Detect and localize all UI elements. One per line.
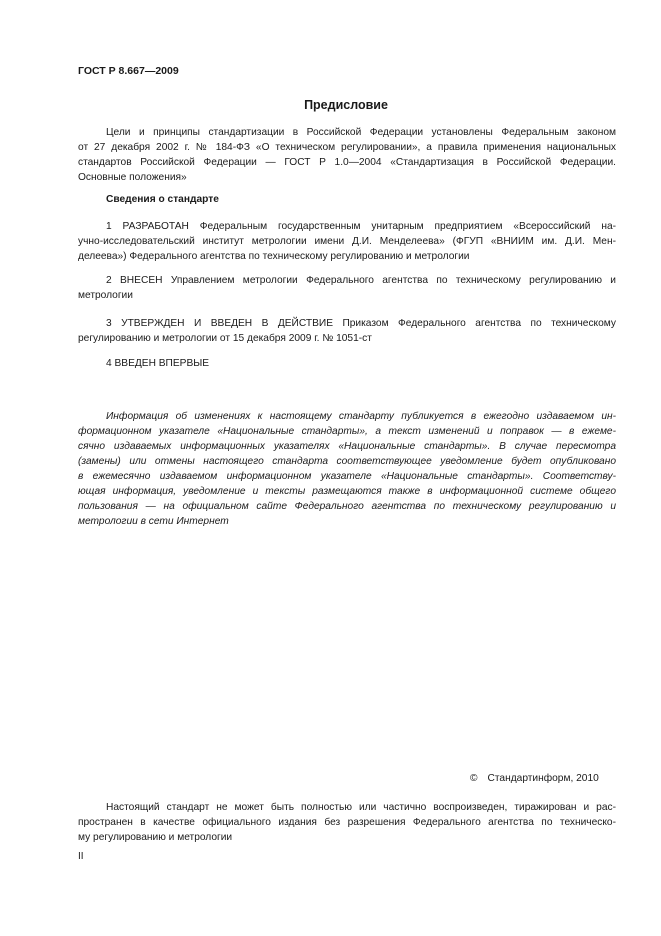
item-line: 3 УТВЕРЖДЕН И ВВЕДЕН В ДЕЙСТВИЕ Приказом Федерального агентства по техническому <box>106 318 616 329</box>
info-line: метрологии в сети Интернет <box>78 516 229 527</box>
item-line: 1 РАЗРАБОТАН Федеральным государственным унитарным предприятием «Всероссийский на- <box>106 221 616 232</box>
intro-line: Цели и принципы стандартизации в Российской Федерации установлены Федеральным законом <box>106 127 616 138</box>
item-line: делеева») Федерального агентства по техническому регулированию и метрологии <box>78 251 470 262</box>
info-line: в ежемесячно издаваемом информационном указателе «Национальные стандарты». Соответству- <box>78 471 616 482</box>
copyright <box>470 773 599 784</box>
info-line: сячно издаваемых информационных указателях «Национальные стандарты». В случае пересмотра <box>78 441 616 452</box>
footer-line: Настоящий стандарт не может быть полностью или частично воспроизведен, тиражирован и рас- <box>106 802 616 813</box>
document-code: ГОСТ Р 8.667—2009 <box>78 65 179 77</box>
item-2-paragraph <box>78 273 616 303</box>
item-line: учно-исследовательский институт метрологии имени Д.И. Менделеева» (ФГУП «ВНИИМ им. Д.И. Мен- <box>78 236 616 247</box>
info-note <box>78 409 616 529</box>
item-1-paragraph <box>78 219 616 264</box>
item-line: 2 ВНЕСЕН Управлением метрологии Федерального агентства по техническому регулированию и <box>106 275 616 286</box>
item-4-paragraph <box>78 356 616 371</box>
copyright-symbol: © <box>470 773 478 784</box>
footer-line: пространен в качестве официального издания без разрешения Федерального агентства по техническо- <box>78 817 616 828</box>
footer-note <box>78 800 616 845</box>
page-number: II <box>78 851 84 862</box>
item-3-paragraph <box>78 316 616 346</box>
item-line: регулированию и метрологии от 15 декабря 2009 г. № 1051-ст <box>78 333 372 344</box>
item-line: 4 ВВЕДЕН ВПЕРВЫЕ <box>106 358 210 369</box>
item-line: метрологии <box>78 290 133 301</box>
info-line: ющая информация, уведомление и тексты размещаются также в информационной системе общего <box>78 486 616 497</box>
intro-line: от 27 декабря 2002 г. № 184-ФЗ «О техническом регулировании», а правила применения национальных <box>78 142 616 153</box>
info-line: Информация об изменениях к настоящему стандарту публикуется в ежегодно издаваемом ин- <box>106 411 616 422</box>
copyright-text: Стандартинформ, 2010 <box>487 773 599 784</box>
info-line: (замены) или отмены настоящего стандарта соответствующее уведомление будет опубликовано <box>78 456 616 467</box>
page-title: Предисловие <box>304 98 388 112</box>
intro-paragraph <box>78 125 616 185</box>
intro-line: Основные положения» <box>78 172 187 183</box>
info-line: формационном указателе «Национальные стандарты», а текст изменений и поправок — в ежеме- <box>78 426 616 437</box>
footer-line: му регулированию и метрологии <box>78 832 233 843</box>
info-line: пользования — на официальном сайте Федерального агентства по техническому регулированию и <box>78 501 616 512</box>
intro-line: стандартов Российской Федерации — ГОСТ Р 1.0—2004 «Стандартизация в Российской Федерации. <box>78 157 616 168</box>
section-subtitle: Сведения о стандарте <box>106 194 219 205</box>
